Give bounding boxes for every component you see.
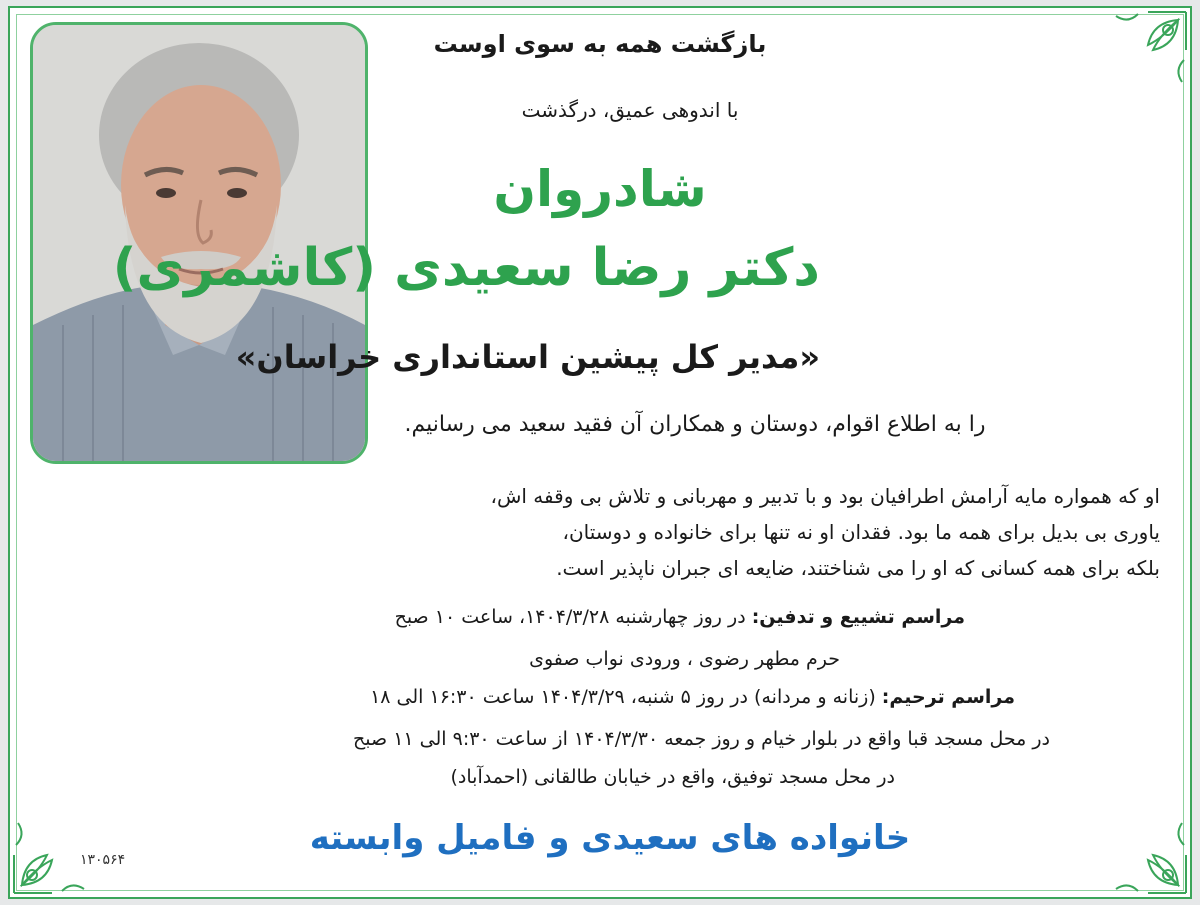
funeral-location: حرم مطهر رضوی ، ورودی نواب صفوی xyxy=(529,648,840,670)
tribute-paragraph xyxy=(30,478,1160,586)
tribute-line: بلکه برای همه کسانی که او را می شناختند، ضایعه ای جبران ناپذیر است. xyxy=(556,556,1160,580)
corner-ornament-icon xyxy=(1108,10,1188,90)
deceased-title: شادروان xyxy=(493,160,707,218)
announcement-line: را به اطلاع اقوام، دوستان و همکاران آن فقید سعید می رسانیم. xyxy=(404,412,986,437)
family-signature: خانواده های سعیدی و فامیل وابسته xyxy=(309,818,911,858)
opening-verse: بازگشت همه به سوی اوست xyxy=(433,30,767,58)
memorial-label: مراسم ترحیم: xyxy=(881,686,1015,708)
memorial-ceremony xyxy=(370,686,1015,708)
intro-line: با اندوهی عمیق، درگذشت xyxy=(521,98,739,122)
tribute-line: یاوری بی بدیل برای همه ما بود. فقدان او نه تنها برای خانواده و دوستان، xyxy=(562,520,1160,544)
deceased-position: «مدیر کل پیشین استانداری خراسان» xyxy=(235,338,820,376)
funeral-ceremony xyxy=(395,606,965,628)
funeral-details: در روز چهارشنبه ۱۴۰۴/۳/۲۸، ساعت ۱۰ صبح xyxy=(394,606,752,628)
corner-ornament-icon xyxy=(1108,815,1188,895)
memorial-details: (زنانه و مردانه) در روز ۵ شنبه، ۱۴۰۴/۳/۲۹ ساعت ۱۶:۳۰ الی ۱۸ xyxy=(370,686,882,708)
funeral-label: مراسم تشییع و تدفین: xyxy=(751,606,965,628)
memorial-location-2: در محل مسجد توفیق، واقع در خیابان طالقانی (احمدآباد) xyxy=(450,766,895,788)
memorial-location-1: در محل مسجد قبا واقع در بلوار خیام و روز جمعه ۱۴۰۴/۳/۳۰ از ساعت ۹:۳۰ الی ۱۱ صبح xyxy=(353,728,1050,750)
deceased-name: دکتر رضا سعیدی (کاشمری) xyxy=(112,238,820,298)
tribute-line: او که همواره مایه آرامش اطرافیان بود و با تدبیر و مهربانی و تلاش بی وقفه اش، xyxy=(490,484,1160,508)
ad-code: ۱۳۰۵۶۴ xyxy=(80,852,126,868)
